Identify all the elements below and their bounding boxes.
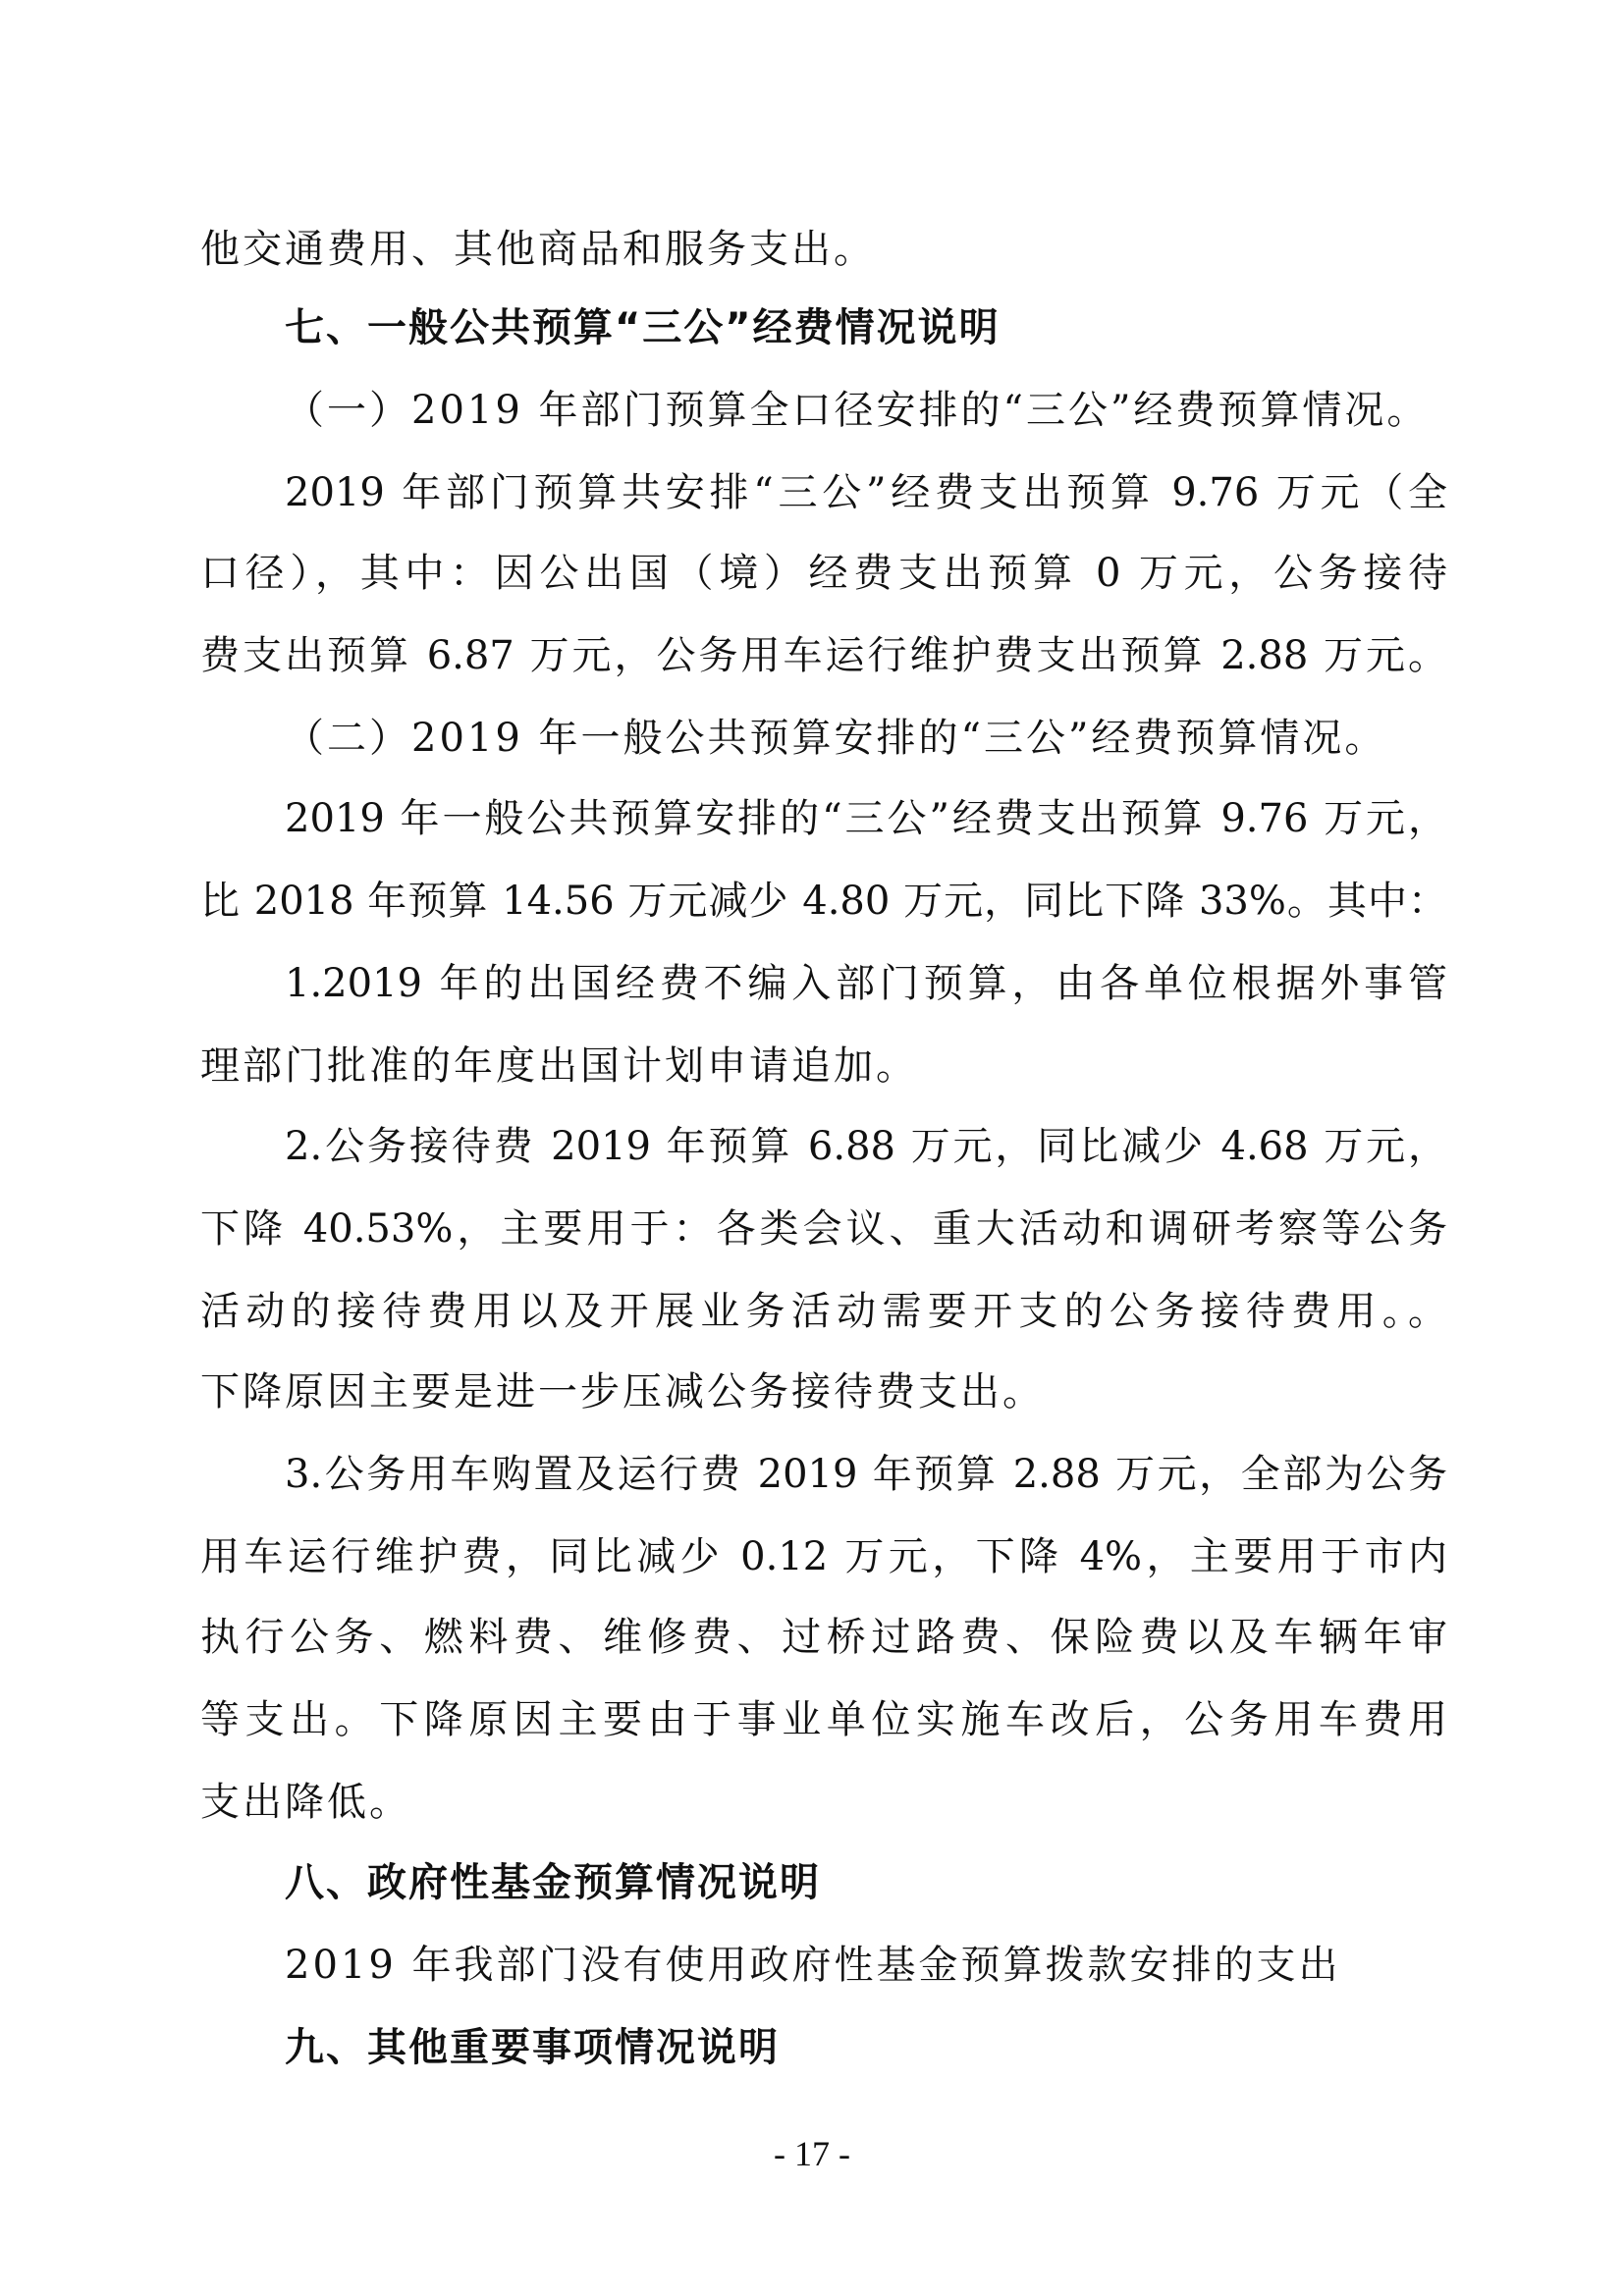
paragraph-line: 下降 40.53%，主要用于：各类会议、重大活动和调研考察等公务 [200, 1206, 1447, 1252]
subsection-heading-2: （二）2019 年一般公共预算安排的“三公”经费预算情况。 [285, 716, 1387, 761]
paragraph-line: 用车运行维护费，同比减少 0.12 万元，下降 4%，主要用于市内 [200, 1534, 1447, 1579]
paragraph-line: 理部门批准的年度出国计划申请追加。 [200, 1043, 918, 1089]
section-heading-8: 八、政府性基金预算情况说明 [285, 1860, 821, 1905]
section-heading-7: 七、一般公共预算“三公”经费情况说明 [285, 305, 1001, 350]
page-number: - 17 - [774, 2134, 850, 2173]
section-heading-9: 九、其他重要事项情况说明 [285, 2025, 780, 2070]
paragraph-line: 等支出。下降原因主要由于事业单位实施车改后，公务用车费用 [200, 1697, 1447, 1742]
subsection-heading-1: （一）2019 年部门预算全口径安排的“三公”经费预算情况。 [285, 388, 1430, 433]
paragraph-line: 活动的接待费用以及开展业务活动需要开支的公务接待费用。。 [200, 1289, 1447, 1334]
paragraph-line: 2019 年一般公共预算安排的“三公”经费支出预算 9.76 万元， [285, 796, 1447, 841]
paragraph-line: 执行公务、燃料费、维修费、过桥过路费、保险费以及车辆年审 [200, 1615, 1447, 1660]
paragraph-line: 支出降低。 [200, 1780, 411, 1825]
list-item-1: 1.2019 年的出国经费不编入部门预算，由各单位根据外事管 [285, 961, 1447, 1006]
paragraph-line: 口径），其中：因公出国（境）经费支出预算 0 万元，公务接待 [200, 551, 1447, 596]
paragraph-line: 比 2018 年预算 14.56 万元减少 4.80 万元，同比下降 33%。其中： [200, 879, 1447, 924]
list-item-2: 2.公务接待费 2019 年预算 6.88 万元，同比减少 4.68 万元， [285, 1124, 1447, 1169]
paragraph-line: 2019 年部门预算共安排“三公”经费支出预算 9.76 万元（全 [285, 470, 1447, 515]
paragraph-line: 2019 年我部门没有使用政府性基金预算拨款安排的支出 [285, 1943, 1341, 1988]
paragraph-continuation: 他交通费用、其他商品和服务支出。 [200, 227, 876, 272]
paragraph-line: 费支出预算 6.87 万元，公务用车运行维护费支出预算 2.88 万元。 [200, 633, 1447, 678]
list-item-3: 3.公务用车购置及运行费 2019 年预算 2.88 万元，全部为公务 [285, 1452, 1447, 1497]
paragraph-line: 下降原因主要是进一步压减公务接待费支出。 [200, 1369, 1045, 1415]
